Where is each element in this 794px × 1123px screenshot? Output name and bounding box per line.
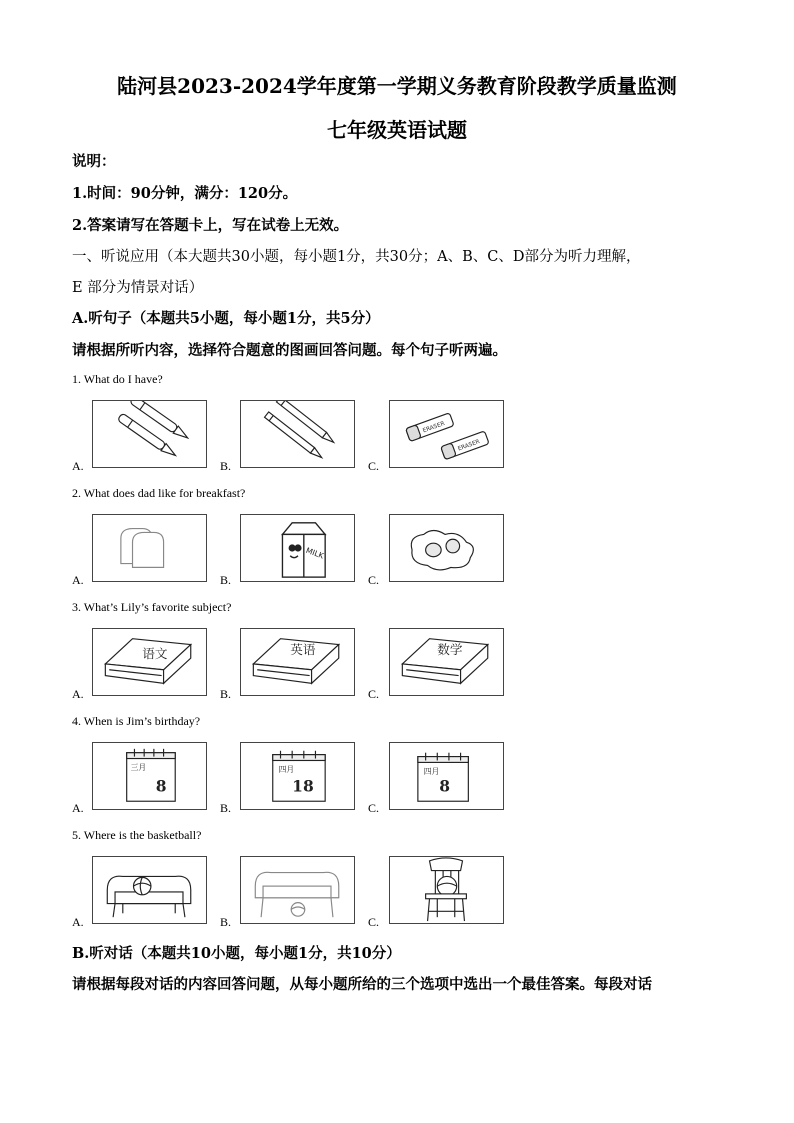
pencils-icon[interactable] xyxy=(240,400,355,468)
option-label-c: C. xyxy=(368,459,380,473)
option-label-c: C. xyxy=(368,915,380,929)
calendar-april-8-icon[interactable] xyxy=(389,742,504,810)
ball-on-sofa-icon[interactable] xyxy=(92,856,207,924)
question-2: 2. What does dad like for breakfast? xyxy=(72,486,246,500)
chinese-book-icon[interactable] xyxy=(92,628,207,696)
calendar-march-8-icon[interactable] xyxy=(92,742,207,810)
book-label: 英语 xyxy=(290,642,316,658)
book-label: 数学 xyxy=(437,642,463,658)
book-label: 语文 xyxy=(142,646,168,662)
bread-icon[interactable] xyxy=(92,514,207,582)
option-label-b: B. xyxy=(220,915,232,929)
eraser-label: ERASER xyxy=(422,420,446,435)
calendar-april-18-icon[interactable] xyxy=(240,742,355,810)
option-label-a: A. xyxy=(72,573,84,587)
option-label-b: B. xyxy=(220,801,232,815)
calendar-month: 三月 xyxy=(130,763,147,773)
ball-on-chair-icon[interactable] xyxy=(389,856,504,924)
option-label-b: B. xyxy=(220,459,232,473)
intro-item-answer: 2.答案请写在答题卡上，写在试卷上无效。 xyxy=(72,217,349,234)
part-b-heading: B.听对话（本题共10小题，每小题1分，共10分） xyxy=(72,945,401,962)
calendar-month: 四月 xyxy=(278,765,295,775)
fried-eggs-icon[interactable] xyxy=(389,514,504,582)
eraser-label: ERASER xyxy=(457,439,481,453)
part-a-instruction: 请根据所听内容，选择符合题意的图画回答问题。每个句子听两遍。 xyxy=(72,342,507,359)
erasers-icon[interactable] xyxy=(389,400,504,468)
exam-title: 陆河县2023-2024学年度第一学期义务教育阶段教学质量监测 xyxy=(117,74,677,98)
section-heading: 一、听说应用（本大题共30小题，每小题1分，共30分；A、B、C、D部分为听力理解， xyxy=(72,249,641,265)
option-label-c: C. xyxy=(368,573,380,587)
english-book-icon[interactable] xyxy=(240,628,355,696)
math-book-icon[interactable] xyxy=(389,628,504,696)
milk-label: MILK xyxy=(304,545,325,561)
calendar-day: 8 xyxy=(155,776,167,796)
option-label-a: A. xyxy=(72,459,84,473)
option-label-a: A. xyxy=(72,915,84,929)
section-heading-cont: E 部分为情景对话） xyxy=(72,280,204,296)
option-label-b: B. xyxy=(220,687,232,701)
calendar-day: 18 xyxy=(292,776,314,796)
calendar-month: 四月 xyxy=(423,767,440,777)
option-label-c: C. xyxy=(368,687,380,701)
option-label-b: B. xyxy=(220,573,232,587)
calendar-day: 8 xyxy=(439,776,451,796)
option-label-a: A. xyxy=(72,801,84,815)
part-b-instruction: 请根据每段对话的内容回答问题，从每小题所给的三个选项中选出一个最佳答案。每段对话 xyxy=(72,976,652,993)
part-a-heading: A.听句子（本题共5小题，每小题1分，共5分） xyxy=(72,310,380,327)
option-label-a: A. xyxy=(72,687,84,701)
intro-label: 说明： xyxy=(72,153,116,170)
milk-carton-icon[interactable] xyxy=(240,514,355,582)
question-1: 1. What do I have? xyxy=(72,372,163,386)
question-3: 3. What’s Lily’s favorite subject? xyxy=(72,600,232,614)
question-5: 5. Where is the basketball? xyxy=(72,828,202,842)
exam-subtitle: 七年级英语试题 xyxy=(327,118,467,142)
pens-icon[interactable] xyxy=(92,400,207,468)
question-4: 4. When is Jim’s birthday? xyxy=(72,714,201,728)
intro-item-time: 1.时间：90分钟，满分：120分。 xyxy=(72,185,298,202)
ball-under-sofa-icon[interactable] xyxy=(240,856,355,924)
option-label-c: C. xyxy=(368,801,380,815)
